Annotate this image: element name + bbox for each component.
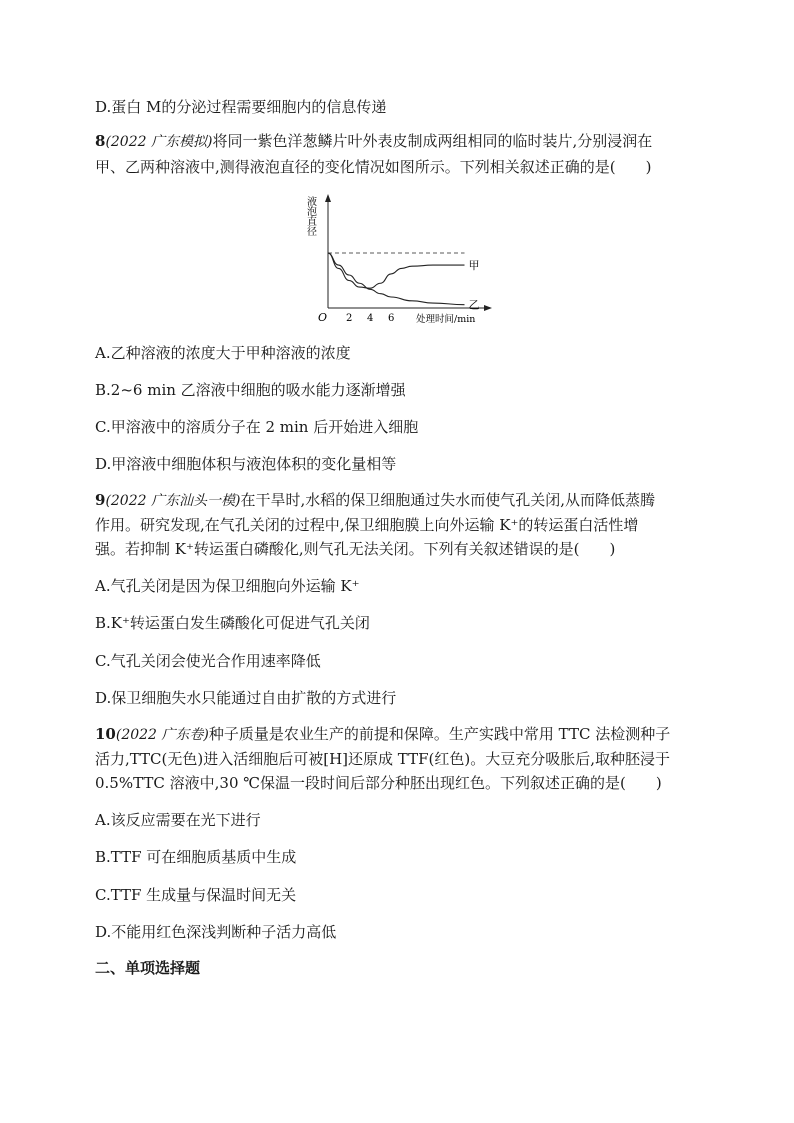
- series-lines: [328, 253, 465, 305]
- q9-stem-line-1: [95, 490, 655, 511]
- q8-stem-text-1: 将同一紫色洋葱鳞片叶外表皮制成两组相同的临时装片,分别浸润在: [212, 132, 653, 150]
- q10-stem-text-1: 种子质量是农业生产的前提和保障。生产实践中常用 TTC 法检测种子: [208, 725, 671, 743]
- q8-source: (2022 广东模拟): [105, 134, 213, 150]
- q9-option-a: A.气孔关闭是因为保卫细胞向外运输 K⁺: [95, 577, 360, 595]
- x-tick-label: 6: [388, 313, 395, 324]
- q9-stem-line-3: 强。若抑制 K⁺转运蛋白磷酸化,则气孔无法关闭。下列有关叙述错误的是( ): [95, 540, 616, 558]
- q8-option-c: C.甲溶液中的溶质分子在 2 min 后开始进入细胞: [95, 418, 419, 436]
- x-tick-label: 4: [367, 313, 374, 324]
- q9-option-b: B.K⁺转运蛋白发生磷酸化可促进气孔关闭: [95, 614, 370, 632]
- q7-option-d: D.蛋白 M的分泌过程需要细胞内的信息传递: [95, 98, 387, 116]
- q10-option-c: C.TTF 生成量与保温时间无关: [95, 886, 297, 904]
- x-axis-label: 处理时间/min: [416, 314, 476, 325]
- q9-option-d: D.保卫细胞失水只能通过自由扩散的方式进行: [95, 689, 397, 707]
- q9-option-c: C.气孔关闭会使光合作用速率降低: [95, 652, 321, 670]
- vacuole-diameter-chart: [300, 190, 500, 330]
- q10-number: 10: [95, 725, 116, 743]
- x-tick-label: 2: [346, 313, 353, 324]
- y-axis-label: 液泡直径: [304, 196, 316, 236]
- series-label-yi: 乙: [468, 298, 480, 312]
- series-label-jia: 甲: [468, 259, 480, 273]
- q8-number: 8: [95, 132, 106, 150]
- x-tick-labels: [346, 313, 394, 324]
- q10-source: (2022 广东卷): [115, 727, 209, 743]
- x-axis-arrow: [484, 305, 492, 311]
- q8-option-a: A.乙种溶液的浓度大于甲种溶液的浓度: [95, 344, 351, 362]
- q9-stem-line-2: 作用。研究发现,在气孔关闭的过程中,保卫细胞膜上向外运输 K⁺的转运蛋白活性增: [95, 516, 639, 534]
- q10-stem-line-1: [95, 724, 670, 745]
- origin-label: O: [318, 311, 328, 324]
- q8-option-d: D.甲溶液中细胞体积与液泡体积的变化量相等: [95, 455, 397, 473]
- q10-option-d: D.不能用红色深浅判断种子活力高低: [95, 923, 337, 941]
- q8-stem-line-1: [95, 131, 652, 152]
- series-line-yi: [328, 253, 465, 305]
- section-heading: 二、单项选择题: [95, 959, 201, 977]
- q9-source: (2022 广东汕头一模): [105, 493, 241, 509]
- q10-stem-line-2: 活力,TTC(无色)进入活细胞后可被[H]还原成 TTF(红色)。大豆充分吸胀后,取种胚浸于: [95, 750, 670, 768]
- q10-stem-line-3: 0.5%TTC 溶液中,30 ℃保温一段时间后部分种胚出现红色。下列叙述正确的是( ): [95, 774, 662, 792]
- series-line-jia: [328, 253, 465, 288]
- q9-number: 9: [95, 491, 106, 509]
- chart-axes: [325, 194, 492, 311]
- q10-option-b: B.TTF 可在细胞质基质中生成: [95, 848, 297, 866]
- y-axis-arrow: [325, 194, 331, 202]
- q8-stem-line-2: 甲、乙两种溶液中,测得液泡直径的变化情况如图所示。下列相关叙述正确的是( ): [95, 158, 652, 176]
- series-labels: [469, 259, 480, 312]
- q10-option-a: A.该反应需要在光下进行: [95, 811, 261, 829]
- q8-option-b: B.2~6 min 乙溶液中细胞的吸水能力逐渐增强: [95, 381, 406, 399]
- q9-stem-text-1: 在干旱时,水稻的保卫细胞通过失水而使气孔关闭,从而降低蒸腾: [240, 491, 655, 509]
